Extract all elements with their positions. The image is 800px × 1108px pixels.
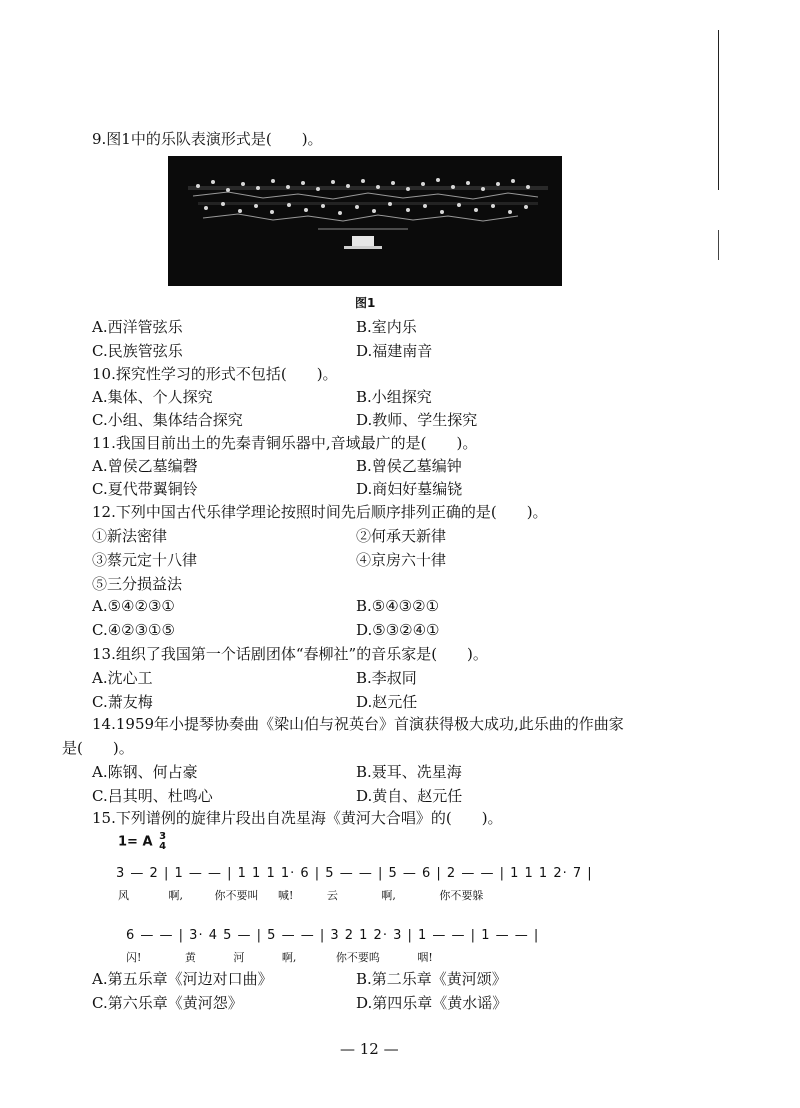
- q14-option-d: D.黄自、赵元任: [356, 787, 463, 805]
- score-line-1: 3 — 2 | 1 — — | 1 1 1 1· 6 | 5 — — | 5 — 6 | 2 — — | 1 1 1 2· 7 |: [116, 866, 593, 881]
- figure-caption: 图1: [355, 296, 376, 310]
- lyric: 闪!: [126, 951, 142, 964]
- q14-option-b: B.聂耳、冼星海: [356, 763, 462, 781]
- q12-item-4: ④京房六十律: [356, 551, 447, 569]
- page-number: — 12 —: [340, 1040, 399, 1058]
- q10-option-b: B.小组探究: [356, 388, 432, 406]
- q10-option-a: A.集体、个人探究: [92, 388, 213, 406]
- lyric: 你不要叫: [214, 889, 259, 902]
- lyric-line-2: [126, 949, 433, 965]
- q10-option-c: C.小组、集体结合探究: [92, 411, 243, 429]
- q13-option-b: B.李叔同: [356, 669, 417, 687]
- lyric: 河: [233, 951, 245, 964]
- q10-option-d: D.教师、学生探究: [356, 411, 478, 429]
- lyric-line-1: [118, 887, 483, 903]
- q12-option-d: D.⑤③②④①: [356, 621, 440, 639]
- time-signature-bottom: 4: [159, 841, 167, 852]
- q13-option-c: C.萧友梅: [92, 693, 153, 711]
- q9-option-c: C.民族管弦乐: [92, 342, 183, 360]
- question-14-stem-line1: 14.1959年小提琴协奏曲《梁山伯与祝英台》首演获得极大成功,此乐曲的作曲家: [92, 715, 624, 733]
- q12-item-2: ②何承天新律: [356, 527, 447, 545]
- lyric: 咽!: [417, 951, 433, 964]
- lyric: 啊,: [381, 889, 396, 902]
- orchestra-image: [168, 156, 562, 286]
- key-label: 1= A: [118, 834, 153, 850]
- q12-item-5: ⑤三分损益法: [92, 575, 183, 593]
- q12-option-b: B.⑤④③②①: [356, 597, 440, 615]
- question-14-stem-line2: 是( )。: [62, 739, 134, 757]
- question-9-stem: 9.图1中的乐队表演形式是( )。: [92, 130, 323, 148]
- lyric: 你不要呜: [335, 951, 380, 964]
- time-signature: [159, 832, 166, 852]
- q12-option-a: A.⑤④②③①: [92, 597, 175, 615]
- key-signature: [118, 832, 166, 852]
- question-12-stem: 12.下列中国古代乐律学理论按照时间先后顺序排列正确的是( )。: [92, 503, 548, 521]
- q9-option-b: B.室内乐: [356, 318, 417, 336]
- q15-option-c: C.第六乐章《黄河怨》: [92, 994, 243, 1012]
- q14-option-a: A.陈钢、何占豪: [92, 763, 198, 781]
- q11-option-d: D.商妇好墓编铙: [356, 480, 463, 498]
- score-line-2: 6 — — | 3· 4 5 — | 5 — — | 3 2 1 2· 3 | 1 — — | 1 — — |: [126, 928, 540, 943]
- q13-option-d: D.赵元任: [356, 693, 418, 711]
- q11-option-b: B.曾侯乙墓编钟: [356, 457, 462, 475]
- lyric: 喊!: [278, 889, 294, 902]
- q13-option-a: A.沈心工: [92, 669, 153, 687]
- q15-option-b: B.第二乐章《黄河颂》: [356, 970, 507, 988]
- question-15-stem: 15.下列谱例的旋律片段出自冼星海《黄河大合唱》的( )。: [92, 809, 503, 827]
- q15-option-d: D.第四乐章《黄水谣》: [356, 994, 508, 1012]
- q9-option-a: A.西洋管弦乐: [92, 318, 183, 336]
- q9-option-d: D.福建南音: [356, 342, 433, 360]
- q12-item-3: ③蔡元定十八律: [92, 551, 198, 569]
- question-13-stem: 13.组织了我国第一个话剧团体“春柳社”的音乐家是( )。: [92, 645, 488, 663]
- margin-rule: [718, 30, 719, 190]
- time-signature-top: 3: [159, 831, 167, 842]
- lyric: 啊,: [168, 889, 183, 902]
- q12-option-c: C.④②③①⑤: [92, 621, 175, 639]
- lyric: 啊,: [281, 951, 297, 964]
- question-10-stem: 10.探究性学习的形式不包括( )。: [92, 365, 338, 383]
- q12-item-1: ①新法密律: [92, 527, 168, 545]
- lyric: 云: [326, 889, 338, 902]
- lyric: 黄: [184, 951, 196, 964]
- orchestra-photo: [168, 156, 562, 286]
- margin-rule: [718, 230, 719, 260]
- q15-option-a: A.第五乐章《河边对口曲》: [92, 970, 273, 988]
- question-11-stem: 11.我国目前出土的先秦青铜乐器中,音域最广的是( )。: [92, 434, 478, 452]
- q11-option-a: A.曾侯乙墓编磬: [92, 457, 198, 475]
- q14-option-c: C.吕其明、杜鸣心: [92, 787, 213, 805]
- lyric: 风: [118, 889, 129, 902]
- q11-option-c: C.夏代带翼铜铃: [92, 480, 198, 498]
- lyric: 你不要躲: [439, 889, 484, 902]
